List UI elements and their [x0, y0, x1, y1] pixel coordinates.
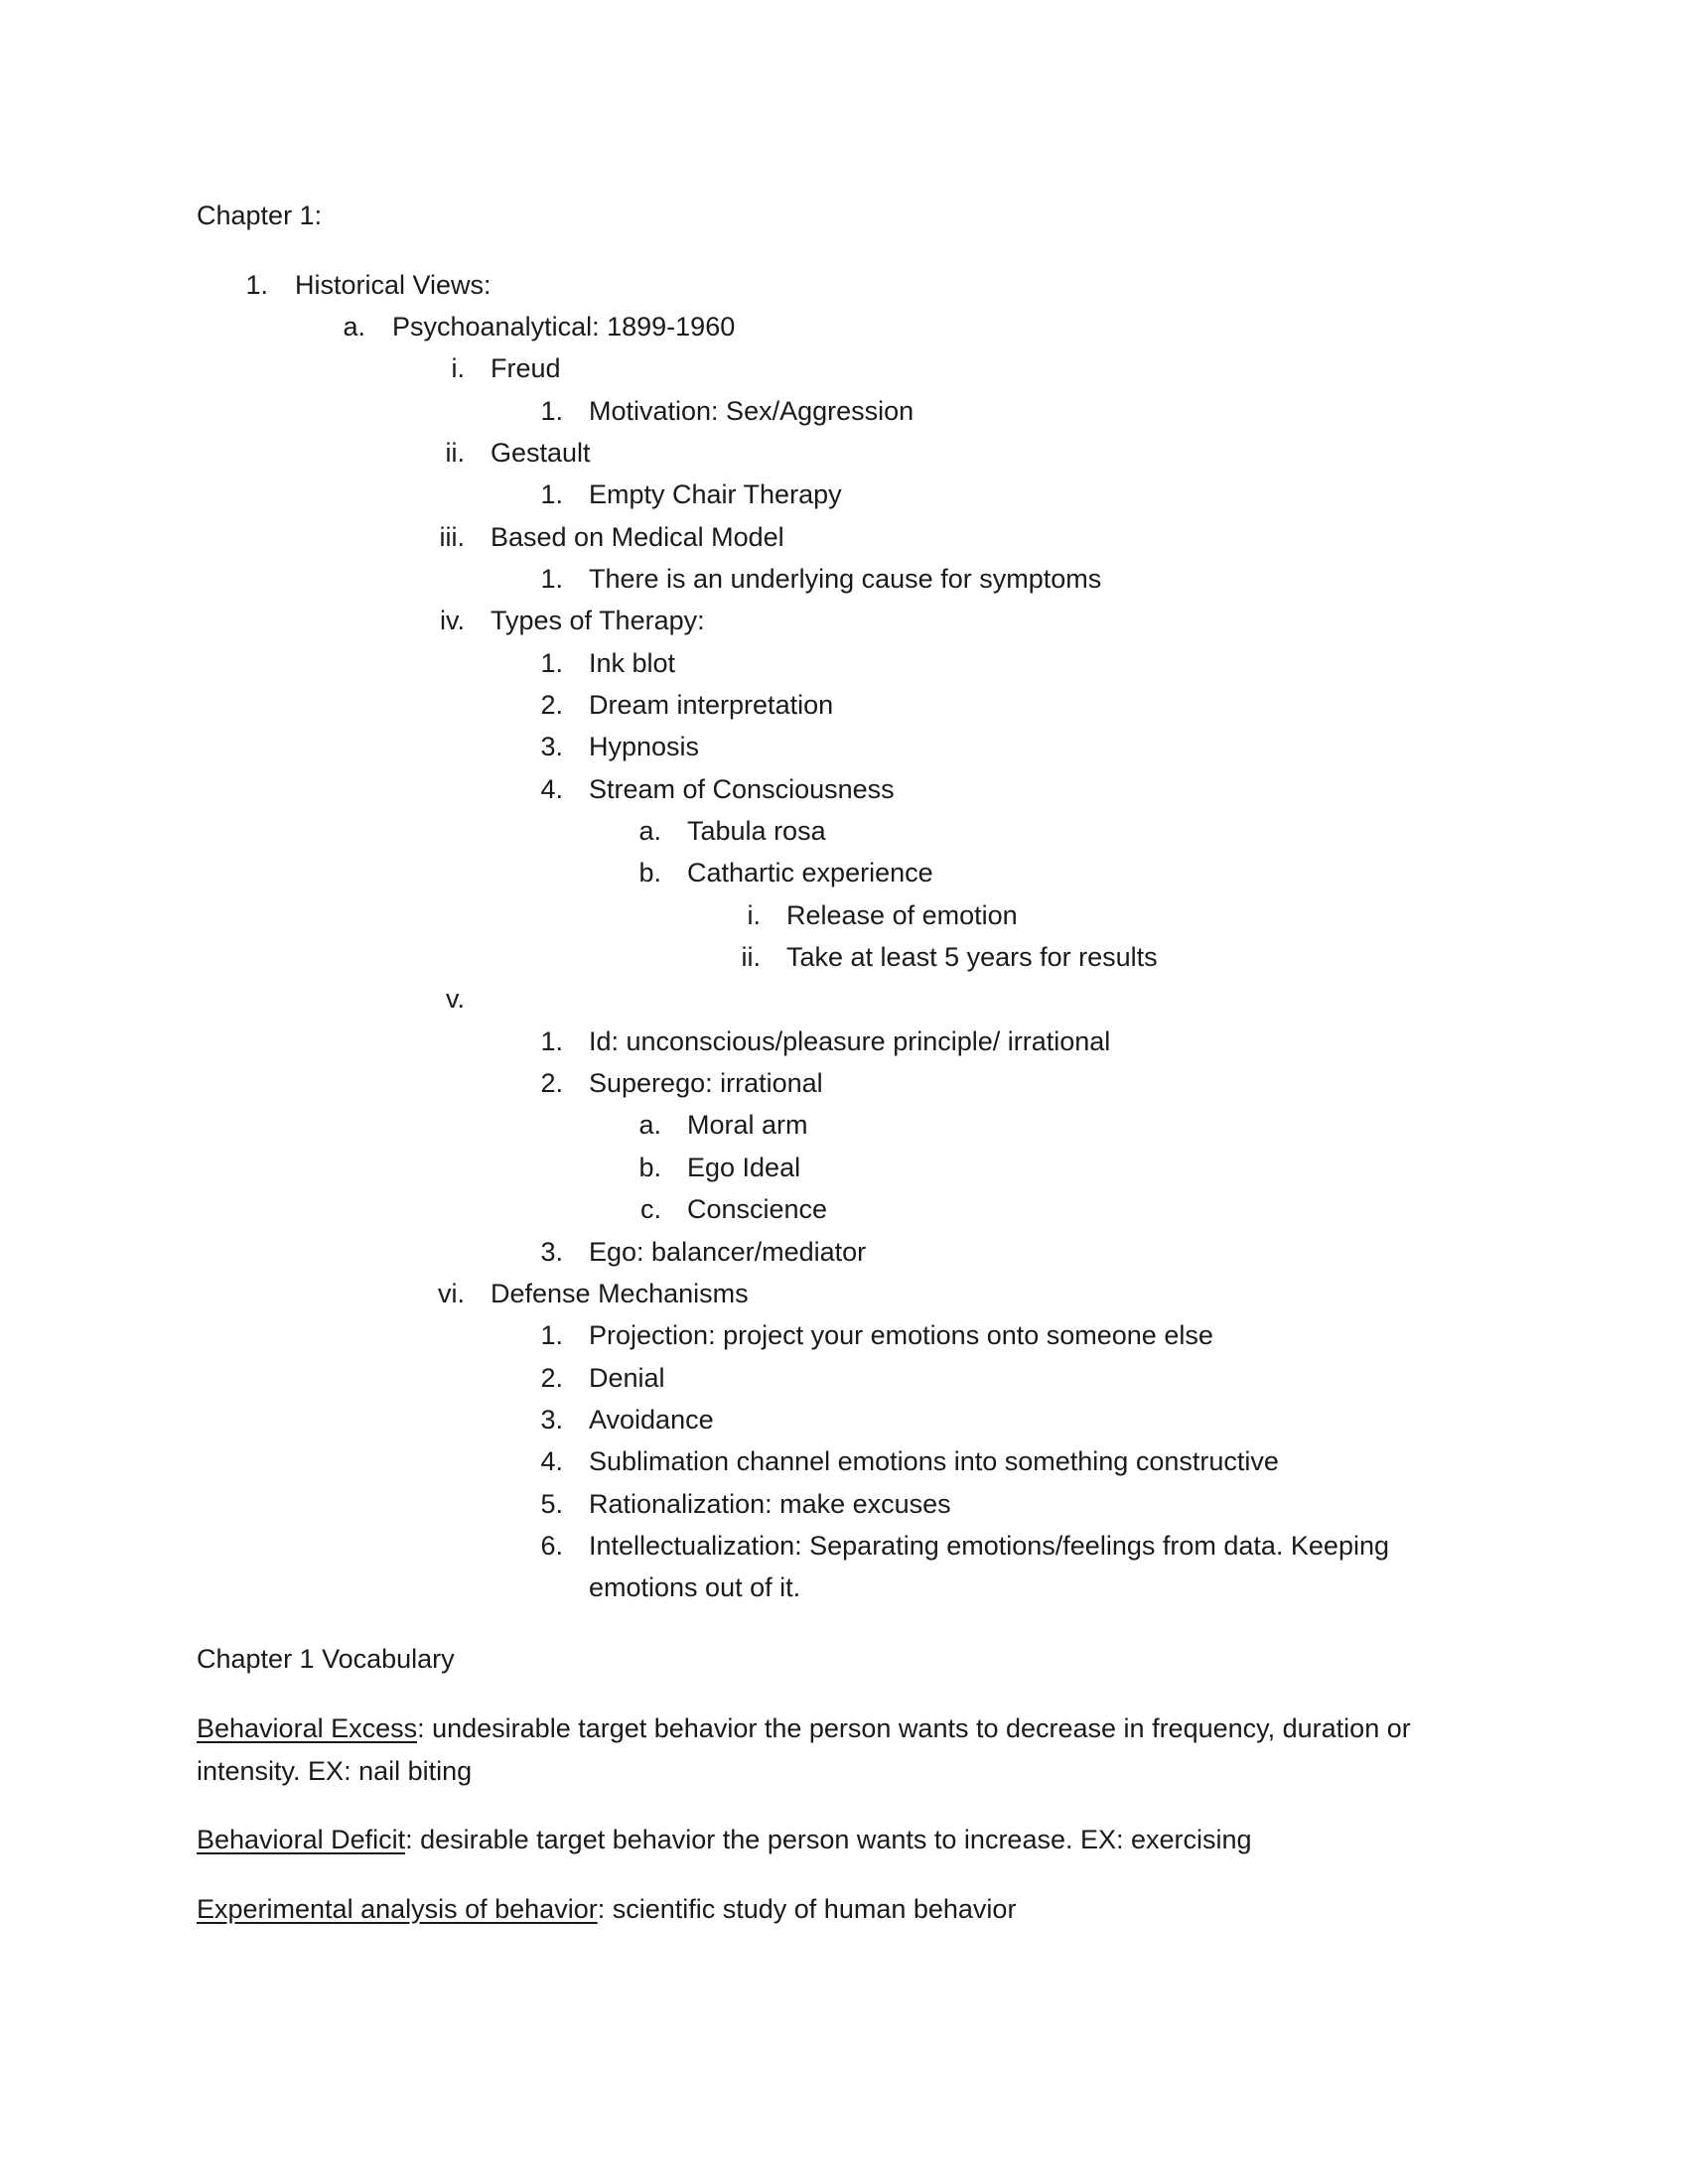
- list-text: Denial: [589, 1363, 665, 1393]
- list-text: Rationalization: make excuses: [589, 1489, 951, 1519]
- list-text: Defense Mechanisms: [491, 1279, 749, 1308]
- list-text: Based on Medical Model: [491, 522, 784, 552]
- list-text: Intellectualization: Separating emotions/feelings from data. Keeping: [589, 1531, 1389, 1561]
- list-text: Superego: irrational: [589, 1068, 823, 1098]
- vocabulary-term: Behavioral Excess: [197, 1713, 418, 1743]
- list-marker: ii.: [741, 942, 761, 972]
- list-marker: 1.: [540, 1320, 563, 1350]
- vocabulary-definition: : undesirable target behavior the person wants to decrease in frequency, duration or intensity. EX: nail biting: [197, 1713, 1411, 1786]
- list-marker: 3.: [540, 732, 563, 761]
- list-text: Moral arm: [687, 1110, 808, 1140]
- list-text: Tabula rosa: [687, 816, 826, 846]
- list-text: Release of emotion: [786, 900, 1018, 930]
- list-marker: 2.: [540, 690, 563, 720]
- list-marker: iv.: [440, 606, 465, 635]
- list-marker: 1.: [245, 270, 268, 300]
- list-marker: a.: [638, 1110, 661, 1140]
- list-marker: 5.: [540, 1489, 563, 1519]
- vocabulary-entry: [197, 1888, 1497, 1931]
- list-text: Gestault: [491, 438, 591, 468]
- list-marker: v.: [446, 984, 465, 1014]
- list-marker: a.: [638, 816, 661, 846]
- list-marker: 1.: [540, 648, 563, 678]
- list-text: Psychoanalytical: 1899-1960: [392, 312, 736, 341]
- list-text: Cathartic experience: [687, 858, 933, 887]
- list-text: Projection: project your emotions onto someone else: [589, 1320, 1213, 1350]
- list-marker: b.: [638, 858, 661, 887]
- list-text: Ego Ideal: [687, 1153, 801, 1182]
- list-text: Take at least 5 years for results: [786, 942, 1158, 972]
- list-text: Sublimation channel emotions into something constructive: [589, 1446, 1279, 1476]
- list-marker: b.: [638, 1153, 661, 1182]
- vocabulary-term: Behavioral Deficit: [197, 1825, 406, 1854]
- vocabulary-heading: [197, 1643, 455, 1675]
- list-marker: 6.: [540, 1531, 563, 1561]
- list-text: Ego: balancer/mediator: [589, 1237, 867, 1267]
- list-text: There is an underlying cause for symptoms: [589, 564, 1102, 594]
- list-marker: i.: [451, 353, 465, 383]
- chapter-heading: [197, 200, 322, 231]
- list-marker: 2.: [540, 1363, 563, 1393]
- list-marker: 3.: [540, 1237, 563, 1267]
- list-marker: vi.: [438, 1279, 465, 1308]
- list-text: Ink blot: [589, 648, 676, 678]
- vocabulary-heading-text: Chapter 1 Vocabulary: [197, 1644, 455, 1674]
- list-text: Freud: [491, 353, 561, 383]
- list-text: emotions out of it.: [589, 1572, 801, 1602]
- chapter-heading-text: Chapter 1:: [197, 201, 323, 230]
- list-text: Avoidance: [589, 1405, 714, 1434]
- vocabulary-entry: [197, 1819, 1497, 1861]
- list-marker: 4.: [540, 1446, 563, 1476]
- list-text: Dream interpretation: [589, 690, 834, 720]
- list-text: Hypnosis: [589, 732, 700, 761]
- list-text: Id: unconscious/pleasure principle/ irrational: [589, 1026, 1111, 1056]
- list-marker: 1.: [540, 564, 563, 594]
- list-marker: 3.: [540, 1405, 563, 1434]
- vocabulary-entry: [197, 1707, 1497, 1793]
- list-marker: 1.: [540, 1026, 563, 1056]
- list-text: Historical Views:: [295, 270, 492, 300]
- list-marker: ii.: [445, 438, 465, 468]
- list-text: Conscience: [687, 1194, 828, 1224]
- list-marker: 1.: [540, 479, 563, 509]
- list-marker: 1.: [540, 396, 563, 426]
- list-marker: i.: [747, 900, 761, 930]
- list-text: Empty Chair Therapy: [589, 479, 842, 509]
- list-text: Motivation: Sex/Aggression: [589, 396, 914, 426]
- list-marker: 2.: [540, 1068, 563, 1098]
- list-marker: a.: [343, 312, 365, 341]
- list-marker: c.: [639, 1194, 661, 1224]
- list-marker: iii.: [439, 522, 465, 552]
- list-text: Types of Therapy:: [491, 606, 705, 635]
- vocabulary-definition: : scientific study of human behavior: [597, 1894, 1017, 1924]
- list-marker: 4.: [540, 774, 563, 804]
- vocabulary-definition: : desirable target behavior the person wants to increase. EX: exercising: [405, 1825, 1252, 1854]
- vocabulary-term: Experimental analysis of behavior: [197, 1894, 598, 1924]
- list-text: Stream of Consciousness: [589, 774, 895, 804]
